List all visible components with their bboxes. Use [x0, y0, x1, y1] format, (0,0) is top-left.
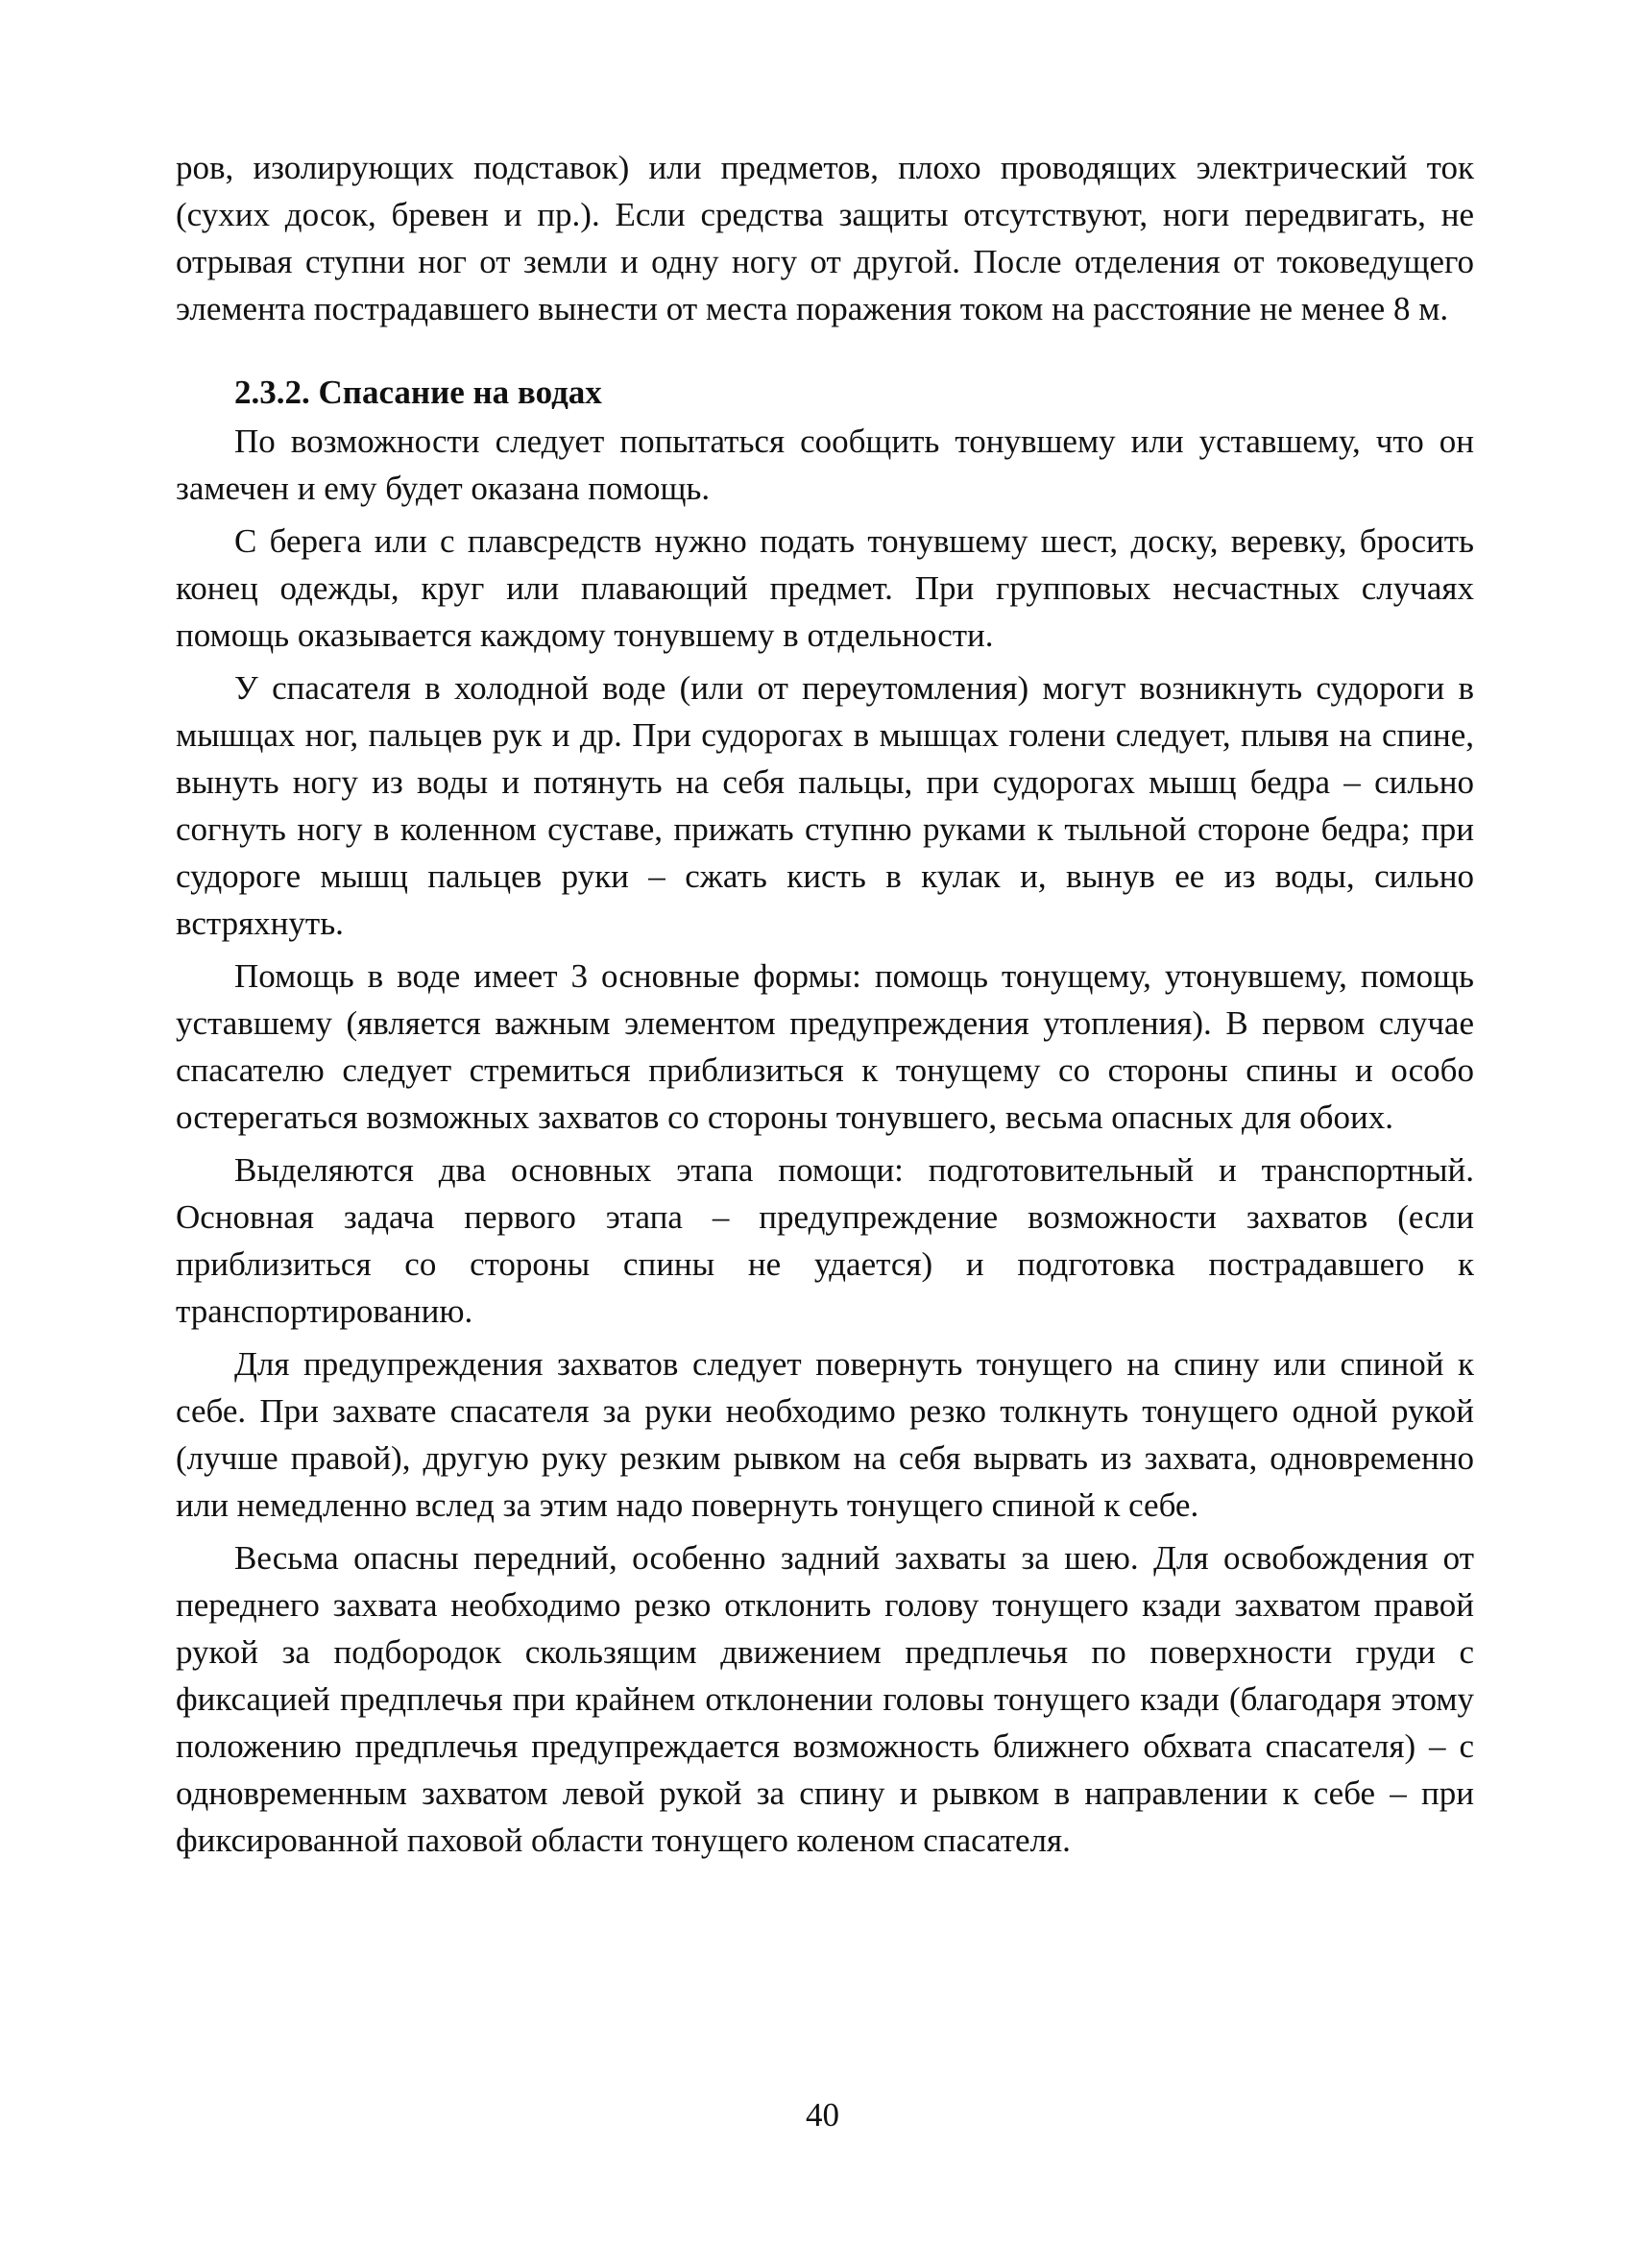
page-body	[176, 144, 1474, 1864]
paragraph-4: Помощь в воде имеет 3 основные формы: помощь тонущему, утонувшему, помощь уставшему (является важным элементом предупреждения утопления). В первом случае спасателю следует стремиться приблизиться к тонущему со стороны спины и особо остерегаться возможных захватов со стороны тонувшего, весьма опасных для обоих.	[176, 957, 1474, 1136]
paragraph-2: С берега или с плавсредств нужно подать тонувшему шест, доску, веревку, бросить конец одежды, круг или плавающий предмет. При групповых несчастных случаях помощь оказывается каждому тонувшему в отдельности.	[176, 522, 1474, 654]
paragraph-6: Для предупреждения захватов следует повернуть тонущего на спину или спиной к себе. При захвате спасателя за руки необходимо резко толкнуть тонущего одной рукой (лучше правой), другую руку резким рывком на себя вырвать из захвата, одновременно или немедленно вслед за этим надо повернуть тонущего спиной к себе.	[176, 1345, 1474, 1524]
paragraph-3: У спасателя в холодной воде (или от переутомления) могут возникнуть судороги в мышцах ног, пальцев рук и др. При судорогах в мышцах голени следует, плывя на спине, вынуть ногу из воды и потянуть на себя пальцы, при судорогах мышц бедра – сильно согнуть ногу в коленном суставе, прижать ступню руками к тыльной стороне бедра; при судороге мышц пальцев руки – сжать кисть в кулак и, вынув ее из воды, сильно встряхнуть.	[176, 669, 1474, 942]
section-heading: 2.3.2. Спасание на водах	[234, 374, 602, 411]
paragraph-1: По возможности следует попытаться сообщить тонувшему или уставшему, что он замечен и ему будет оказана помощь.	[176, 422, 1474, 507]
continuation-paragraph: ров, изолирующих подставок) или предметов, плохо проводящих электрический ток (сухих досок, бревен и пр.). Если средства защиты отсутствуют, ноги передвигать, не отрывая ступни ног от земли и одну ногу от другой. После отделения от токоведущего элемента пострадавшего вынести от места поражения током на расстояние не менее 8 м.	[176, 149, 1474, 327]
page-number: 40	[806, 2096, 839, 2134]
paragraph-7: Весьма опасны передний, особенно задний захваты за шею. Для освобождения от переднего захвата необходимо резко отклонить голову тонущего кзади захватом правой рукой за подбородок скользящим движением предплечья по поверхности груди с фиксацией предплечья при крайнем отклонении головы тонущего кзади (благодаря этому положению предплечья предупреждается возможность ближнего обхвата спасателя) – с одновременным захватом левой рукой за спину и рывком в направлении к себе – при фиксированной паховой области тонущего коленом спасателя.	[176, 1539, 1474, 1859]
paragraph-5: Выделяются два основных этапа помощи: подготовительный и транспортный. Основная задача первого этапа – предупреждение возможности захватов (если приблизиться со стороны спины не удается) и подготовка пострадавшего к транспортированию.	[176, 1151, 1474, 1330]
